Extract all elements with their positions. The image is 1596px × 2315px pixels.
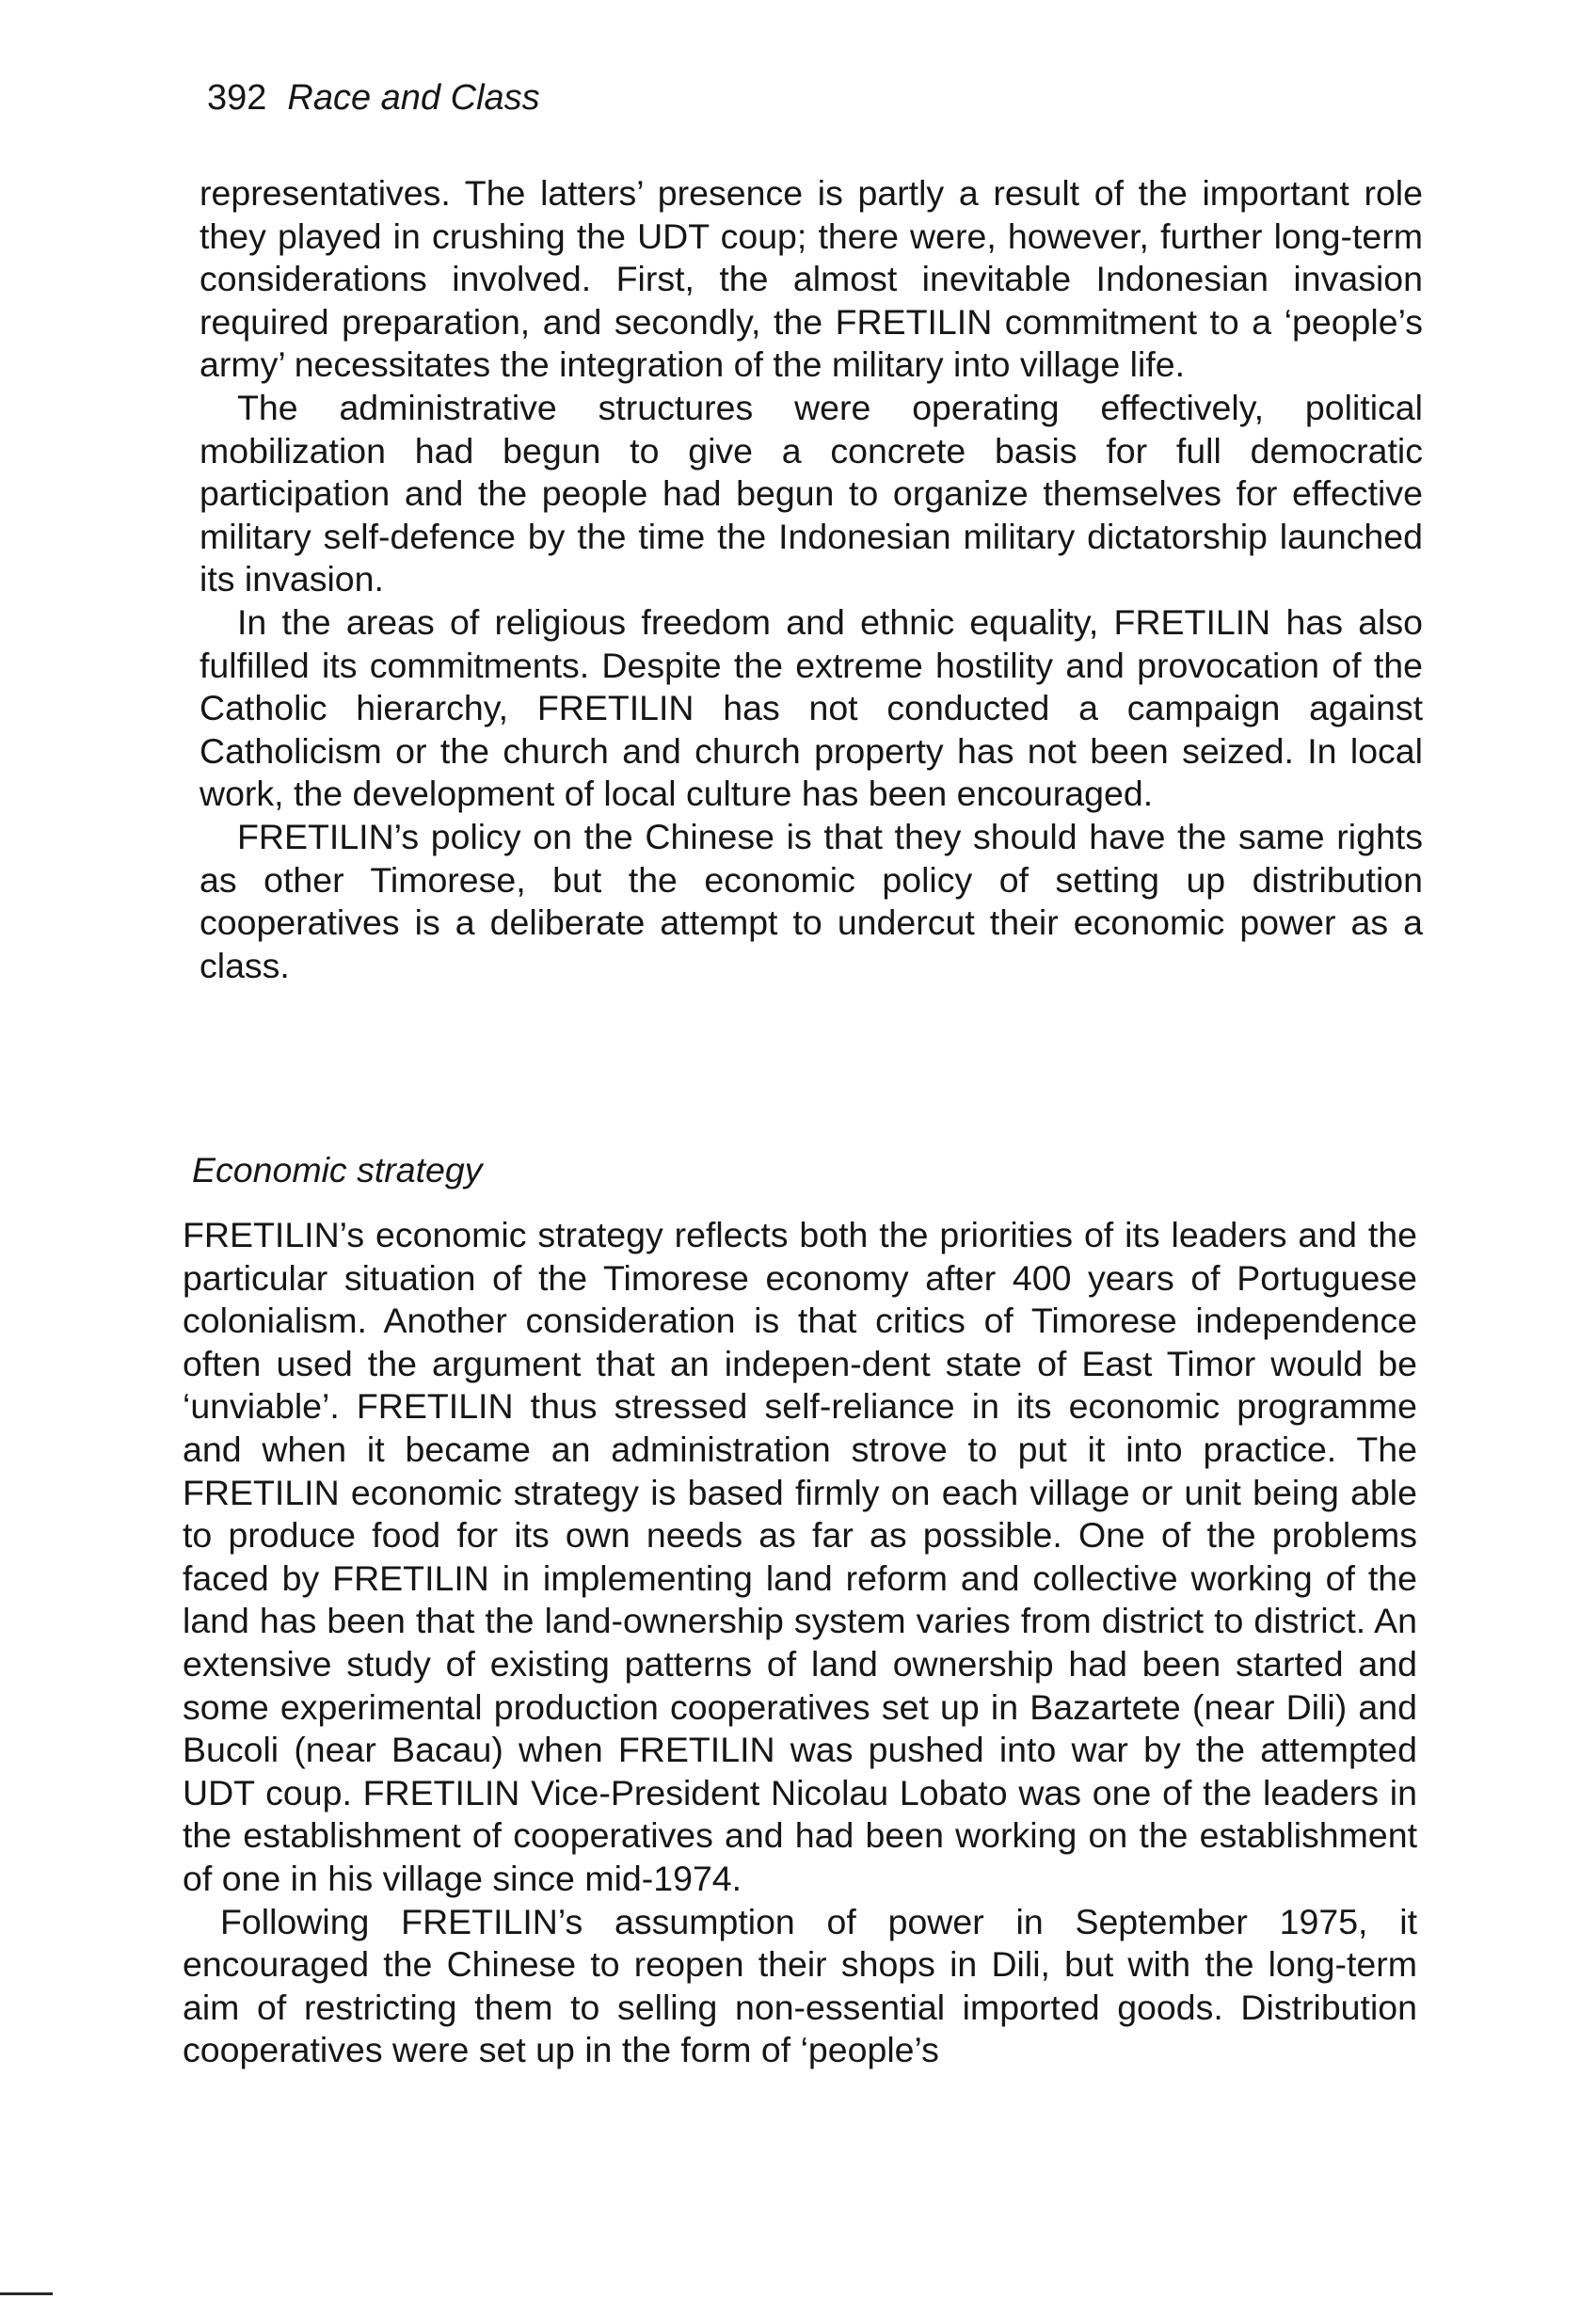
section-heading-economic-strategy: Economic strategy [192,1150,483,1189]
paragraph-religious-freedom: In the areas of religious freedom and ethnic equality, FRETILIN has also fulfilled its commitments. Despite the extreme hostility and provocation of the Catholic hierarchy, FRETILIN has not conducted a campaign against Catholicism or the church and church property has not been seized. In local work, the development of local culture has been encouraged. [200,601,1423,814]
section-economic-strategy [183,1214,1417,2072]
running-head [207,75,540,120]
paragraph-chinese-policy: FRETILIN’s policy on the Chinese is that they should have the same rights as other Timorese, but the economic policy of setting up distribution cooperatives is a deliberate attempt to undercut their economic power as a class. [200,816,1423,985]
paragraph-assumption-of-power: Following FRETILIN’s assumption of power in September 1975, it encouraged the Chinese to reopen their shops in Dili, but with the long-term aim of restricting them to selling non-essential imported goods. Distribution cooperatives were set up in the form of ‘people’s [183,1901,1417,2070]
scan-edge-mark [0,2292,53,2295]
journal-title: Race and Class [287,78,540,118]
section-continued-text [200,172,1423,987]
paragraph-economic-strategy: FRETILIN’s economic strategy reflects both the priorities of its leaders and the particular situation of the Timorese economy after 400 years of Portuguese colonialism. Another consideration is that critics of Timorese independence often used the argument that an indepen-dent state of East Timor would be ‘unviable’. FRETILIN thus stressed self-reliance in its economic programme and when it became an administration strove to put it into practice. The FRETILIN economic strategy is based firmly on each village or unit being able to produce food for its own needs as far as possible. One of the problems faced by FRETILIN in implementing land reform and collective working of the land has been that the land-ownership system varies from district to district. An extensive study of existing patterns of land ownership had been started and some experimental production cooperatives set up in Bazartete (near Dili) and Bucoli (near Bacau) when FRETILIN was pushed into war by the attempted UDT coup. FRETILIN Vice-President Nicolau Lobato was one of the leaders in the establishment of cooperatives and had been working on the establishment of one in his village since mid-1974. [183,1215,1417,1898]
paragraph-representatives: representatives. The latters’ presence is partly a result of the important role they played in crushing the UDT coup; there were, however, further long-term considerations involved. First, the almost inevitable Indonesian invasion required preparation, and secondly, the FRETILIN commitment to a ‘people’s army’ necessitates the integration of the military into village life. [200,173,1423,385]
page-number: 392 [207,78,267,118]
paragraph-administrative-structures: The administrative structures were operating effectively, political mobilization had begun to give a concrete basis for full democratic participation and the people had begun to organize themselves for effective military self-defence by the time the Indonesian military dictatorship launched its invasion. [200,387,1423,599]
